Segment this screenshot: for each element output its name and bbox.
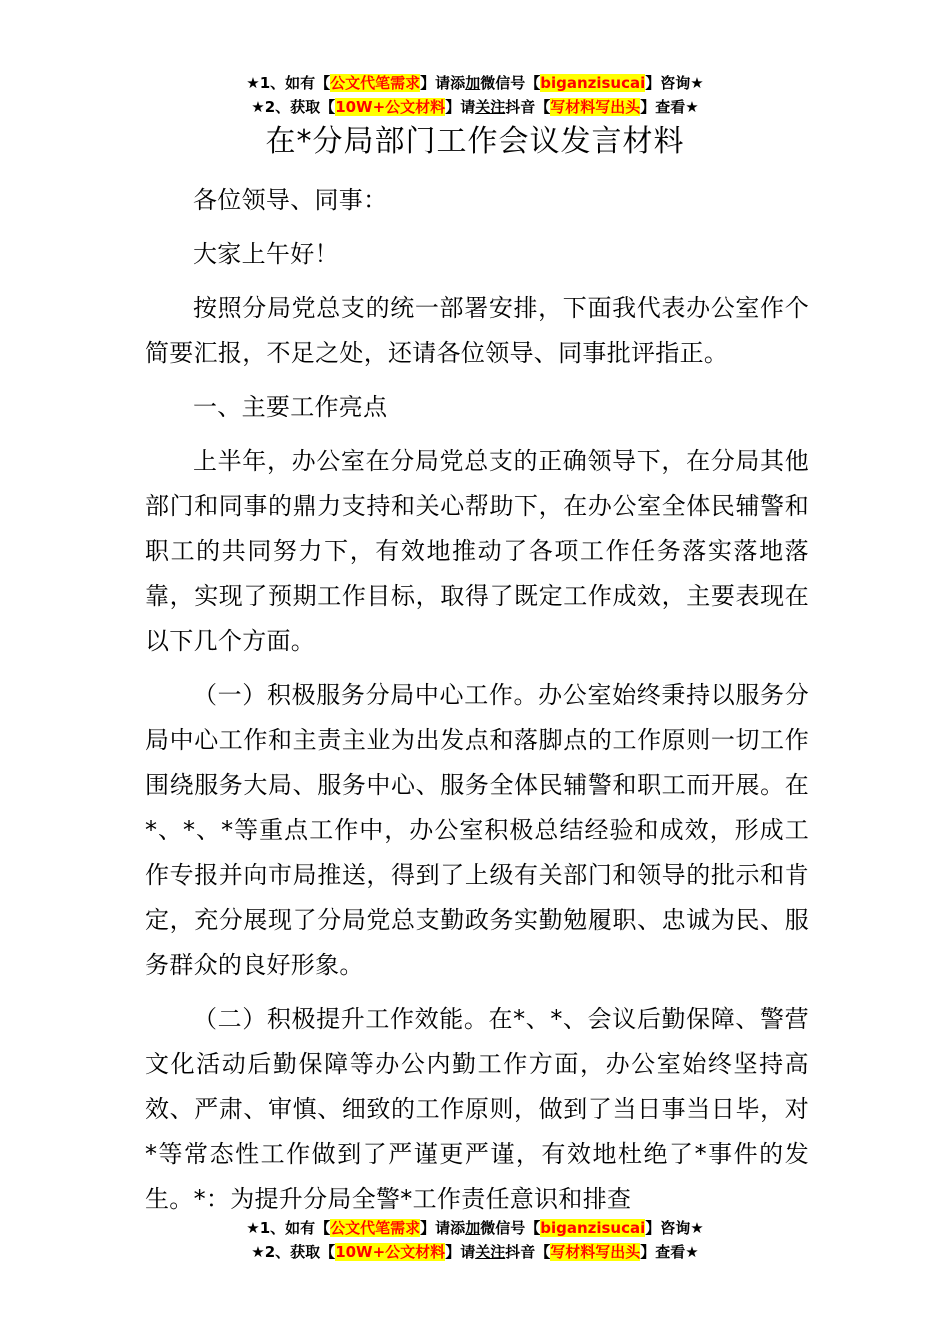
banner-text: 】查看★ [640, 98, 699, 116]
banner-text: 】请添 [420, 1219, 466, 1237]
section-heading: 一、主要工作亮点 [193, 393, 388, 421]
banner-emphasis: 关注 [475, 1243, 506, 1261]
banner-text: 】咨询★ [645, 74, 704, 92]
banner-text: 】请 [445, 98, 476, 116]
banner-highlight: biganzisucai [540, 1219, 646, 1237]
banner-line-2 [0, 1240, 950, 1264]
banner-text: ★1、如有【 [246, 1219, 331, 1237]
greeting: 大家上午好！ [193, 240, 339, 268]
banner-highlight: 公文代笔需求 [330, 74, 421, 92]
salutation: 各位领导、同事： [193, 186, 388, 214]
document-title: 在*分局部门工作会议发言材料 [265, 124, 685, 159]
body-paragraph: （二）积极提升工作效能。在*、*、会议后勤保障、警营文化活动后勤保障等办公内勤工作方面，办公室始终坚持高效、严肃、审慎、细致的工作原则，做到了当日事当日毕，对*等常态性工作做到了严谨更严谨，有效地杜绝了*事件的发生。*：为提升分局全警*工作责任意识和排查 [145, 1005, 809, 1213]
body-paragraph: 上半年，办公室在分局党总支的正确领导下，在分局其他部门和同事的鼎力支持和关心帮助下，在办公室全体民辅警和职工的共同努力下，有效地推动了各项工作任务落实落地落靠，实现了预期工作目标，取得了既定工作成效，主要表现在以下几个方面。 [145, 447, 809, 655]
banner-text: 】查看★ [640, 1243, 699, 1261]
banner-line-1 [0, 1216, 950, 1240]
banner-text: 微信号【 [480, 74, 541, 92]
banner-emphasis: 加 [465, 74, 481, 92]
body-paragraph: （一）积极服务分局中心工作。办公室始终秉持以服务分局中心工作和主责主业为出发点和落脚点的工作原则一切工作围绕服务大局、服务中心、服务全体民辅警和职工而开展。在*、*、*等重点工作中，办公室积极总结经验和成效，形成工作专报并向市局推送，得到了上级有关部门和领导的批示和肯定，充分展现了分局党总支勤政务实勤勉履职、忠诚为民、服务群众的良好形象。 [145, 681, 809, 979]
footer-banner [0, 1216, 950, 1264]
document-body [145, 178, 809, 1222]
banner-text: ★1、如有【 [246, 74, 331, 92]
banner-highlight: 写材料写出头 [550, 1243, 641, 1261]
banner-text: ★2、获取【 [251, 98, 336, 116]
header-banner [0, 71, 950, 119]
banner-text: 抖音【 [505, 98, 551, 116]
banner-line-1 [0, 71, 950, 95]
banner-emphasis: 关注 [475, 98, 506, 116]
banner-text: 】咨询★ [645, 1219, 704, 1237]
banner-text: 】请 [445, 1243, 476, 1261]
banner-text: 抖音【 [505, 1243, 551, 1261]
banner-emphasis: 加 [465, 1219, 481, 1237]
banner-text: 】请添 [420, 74, 466, 92]
body-paragraph: 按照分局党总支的统一部署安排，下面我代表办公室作个简要汇报，不足之处，还请各位领导、同事批评指正。 [145, 294, 809, 367]
banner-highlight: 10W+公文材料 [335, 1243, 446, 1261]
banner-highlight: 写材料写出头 [550, 98, 641, 116]
banner-highlight: biganzisucai [540, 74, 646, 92]
banner-text: ★2、获取【 [251, 1243, 336, 1261]
banner-text: 微信号【 [480, 1219, 541, 1237]
banner-highlight: 10W+公文材料 [335, 98, 446, 116]
banner-line-2 [0, 95, 950, 119]
banner-highlight: 公文代笔需求 [330, 1219, 421, 1237]
